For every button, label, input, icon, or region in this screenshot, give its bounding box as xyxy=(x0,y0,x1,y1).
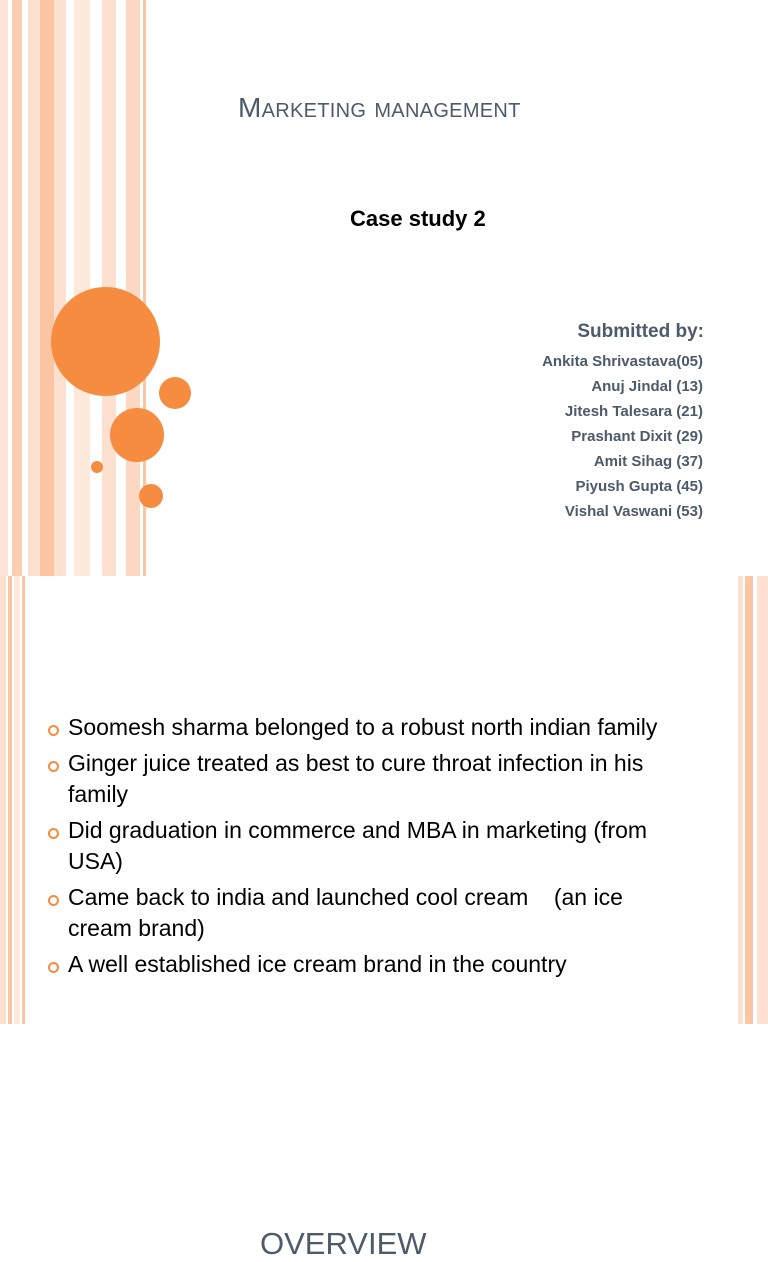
bullet-text: Came back to india and launched cool cream (an ice cream brand) xyxy=(68,884,630,941)
list-item xyxy=(48,748,688,810)
list-item xyxy=(48,712,688,743)
decor-circle xyxy=(110,408,164,462)
decor-stripe xyxy=(126,0,140,576)
title-slide xyxy=(0,0,768,576)
overview-bullet-list xyxy=(48,712,688,985)
bullet-ring-icon xyxy=(48,962,59,973)
member-name: Prashant Dixit (29) xyxy=(571,428,703,445)
decor-stripe xyxy=(12,0,22,576)
bullet-ring-icon xyxy=(48,761,59,772)
bullet-ring-icon xyxy=(48,725,59,736)
list-item xyxy=(48,882,688,944)
member-name: Amit Sihag (37) xyxy=(593,453,703,470)
decor-circle xyxy=(91,461,103,473)
bullet-ring-icon xyxy=(48,895,59,906)
list-item xyxy=(48,949,688,980)
decor-circle xyxy=(139,484,163,508)
member-list xyxy=(542,349,703,524)
overview-title: OVERVIEW xyxy=(260,1226,427,1261)
member-name: Jitesh Talesara (21) xyxy=(564,403,703,420)
member-name: Vishal Vaswani (53) xyxy=(564,503,703,520)
bullet-text: A well established ice cream brand in the country xyxy=(68,951,567,977)
decor-stripe xyxy=(0,0,8,576)
bullet-text: Ginger juice treated as best to cure throat infection in his family xyxy=(68,750,644,807)
decor-stripe xyxy=(40,0,54,576)
decor-stripe xyxy=(54,0,66,576)
list-item xyxy=(48,815,688,877)
submitted-by-heading: Submitted by: xyxy=(577,321,704,342)
decor-stripe xyxy=(14,576,20,1024)
slide-title: Marketing management xyxy=(238,92,521,123)
decor-stripe xyxy=(745,576,753,1024)
bullet-ring-icon xyxy=(48,828,59,839)
decor-stripe xyxy=(738,576,743,1024)
decor-stripe xyxy=(0,576,6,1024)
decor-circle xyxy=(51,287,160,396)
decor-stripe xyxy=(757,576,768,1024)
bullet-text: Soomesh sharma belonged to a robust north indian family xyxy=(68,714,658,740)
member-name: Piyush Gupta (45) xyxy=(575,478,703,495)
decor-stripe xyxy=(66,0,74,576)
decor-stripe xyxy=(22,576,25,1024)
bullet-text: Did graduation in commerce and MBA in marketing (from USA) xyxy=(68,817,648,874)
decor-stripe xyxy=(8,576,12,1024)
member-name: Ankita Shrivastava(05) xyxy=(542,353,703,370)
decor-stripe xyxy=(28,0,40,576)
member-name: Anuj Jindal (13) xyxy=(591,378,703,395)
decor-circle xyxy=(159,377,191,409)
slide-subtitle: Case study 2 xyxy=(350,206,486,231)
decor-stripe xyxy=(74,0,90,576)
